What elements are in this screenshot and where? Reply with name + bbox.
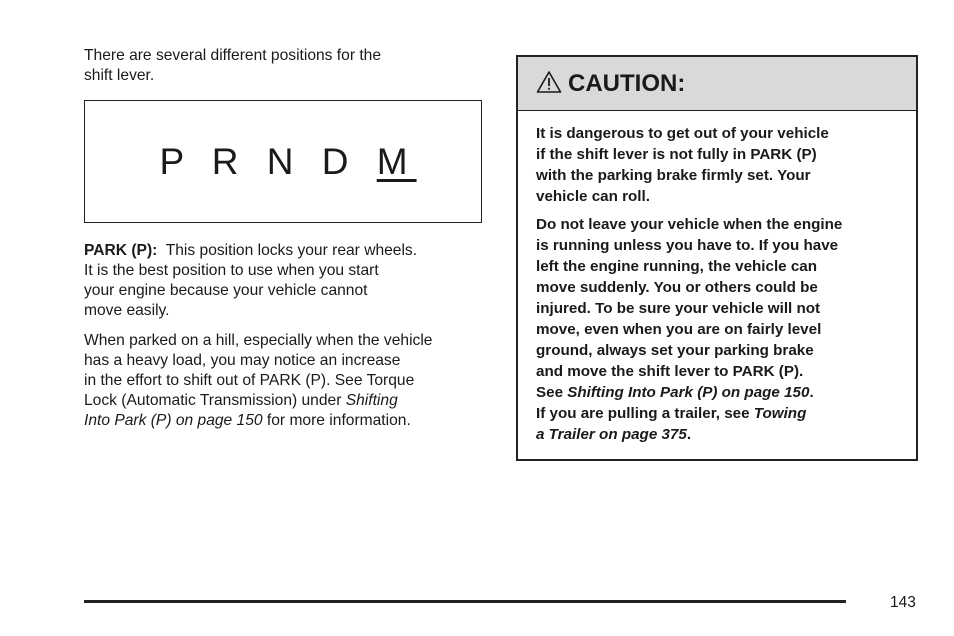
caution-title: CAUTION: [568, 69, 686, 97]
shift-position-m: M [376, 141, 417, 182]
caution-line: with the parking brake firmly set. Your [536, 167, 811, 184]
caution-line: See [536, 384, 568, 401]
hill-line: for more information. [262, 412, 411, 429]
caution-line: If you are pulling a trailer, see [536, 405, 754, 422]
caution-line: ground, always set your parking brake [536, 342, 814, 359]
park-line: It is the best position to use when you start [84, 262, 379, 279]
park-label: PARK (P): [84, 242, 158, 259]
caution-body [518, 111, 916, 445]
shifting-reference[interactable]: Into Park (P) on page 150 [84, 412, 263, 429]
caution-line: vehicle can roll. [536, 188, 650, 205]
caution-paragraph-1 [536, 123, 902, 207]
caution-line: left the engine running, the vehicle can [536, 258, 818, 275]
park-line: your engine because your vehicle cannot [84, 282, 368, 299]
caution-line: is running unless you have to. If you have [536, 237, 839, 254]
caution-line: and move the shift lever to PARK (P). [536, 363, 804, 380]
hill-line: in the effort to shift out of PARK (P). See Torque [84, 372, 415, 389]
shift-indicator [159, 143, 416, 180]
park-paragraph [84, 241, 488, 321]
intro-paragraph [84, 46, 488, 86]
footer-rule [84, 600, 846, 603]
towing-trailer-reference[interactable]: a Trailer on page 375 [536, 426, 687, 443]
towing-trailer-reference[interactable]: Towing [753, 405, 807, 422]
page-number: 143 [890, 594, 916, 611]
caution-line: . [686, 426, 692, 443]
caution-header [518, 57, 916, 111]
caution-line: injured. To be sure your vehicle will not [536, 300, 821, 317]
caution-line: if the shift lever is not fully in PARK (P) [536, 146, 817, 163]
caution-box [516, 55, 918, 461]
intro-line: shift lever. [84, 67, 155, 84]
caution-line: move, even when you are on fairly level [536, 321, 822, 338]
park-line: move easily. [84, 302, 170, 319]
shift-indicator-box [84, 100, 482, 223]
shifting-reference[interactable]: Shifting [345, 392, 398, 409]
warning-triangle-icon [536, 70, 562, 94]
hill-paragraph [84, 331, 488, 431]
park-line: This position locks your rear wheels. [157, 242, 418, 259]
caution-line: move suddenly. You or others could be [536, 279, 818, 296]
left-column [84, 46, 488, 431]
caution-paragraph-2 [536, 214, 902, 445]
hill-line: When parked on a hill, especially when the vehicle [84, 332, 433, 349]
caution-line: Do not leave your vehicle when the engine [536, 216, 843, 233]
hill-line: Lock (Automatic Transmission) under [84, 392, 346, 409]
shift-positions: P R N D [159, 141, 377, 182]
intro-line: There are several different positions for the [84, 47, 382, 64]
caution-line: . [809, 384, 814, 401]
shifting-park-reference[interactable]: Shifting Into Park (P) on page 150 [567, 384, 810, 401]
hill-line: has a heavy load, you may notice an increase [84, 352, 401, 369]
caution-line: It is dangerous to get out of your vehicle [536, 125, 829, 142]
